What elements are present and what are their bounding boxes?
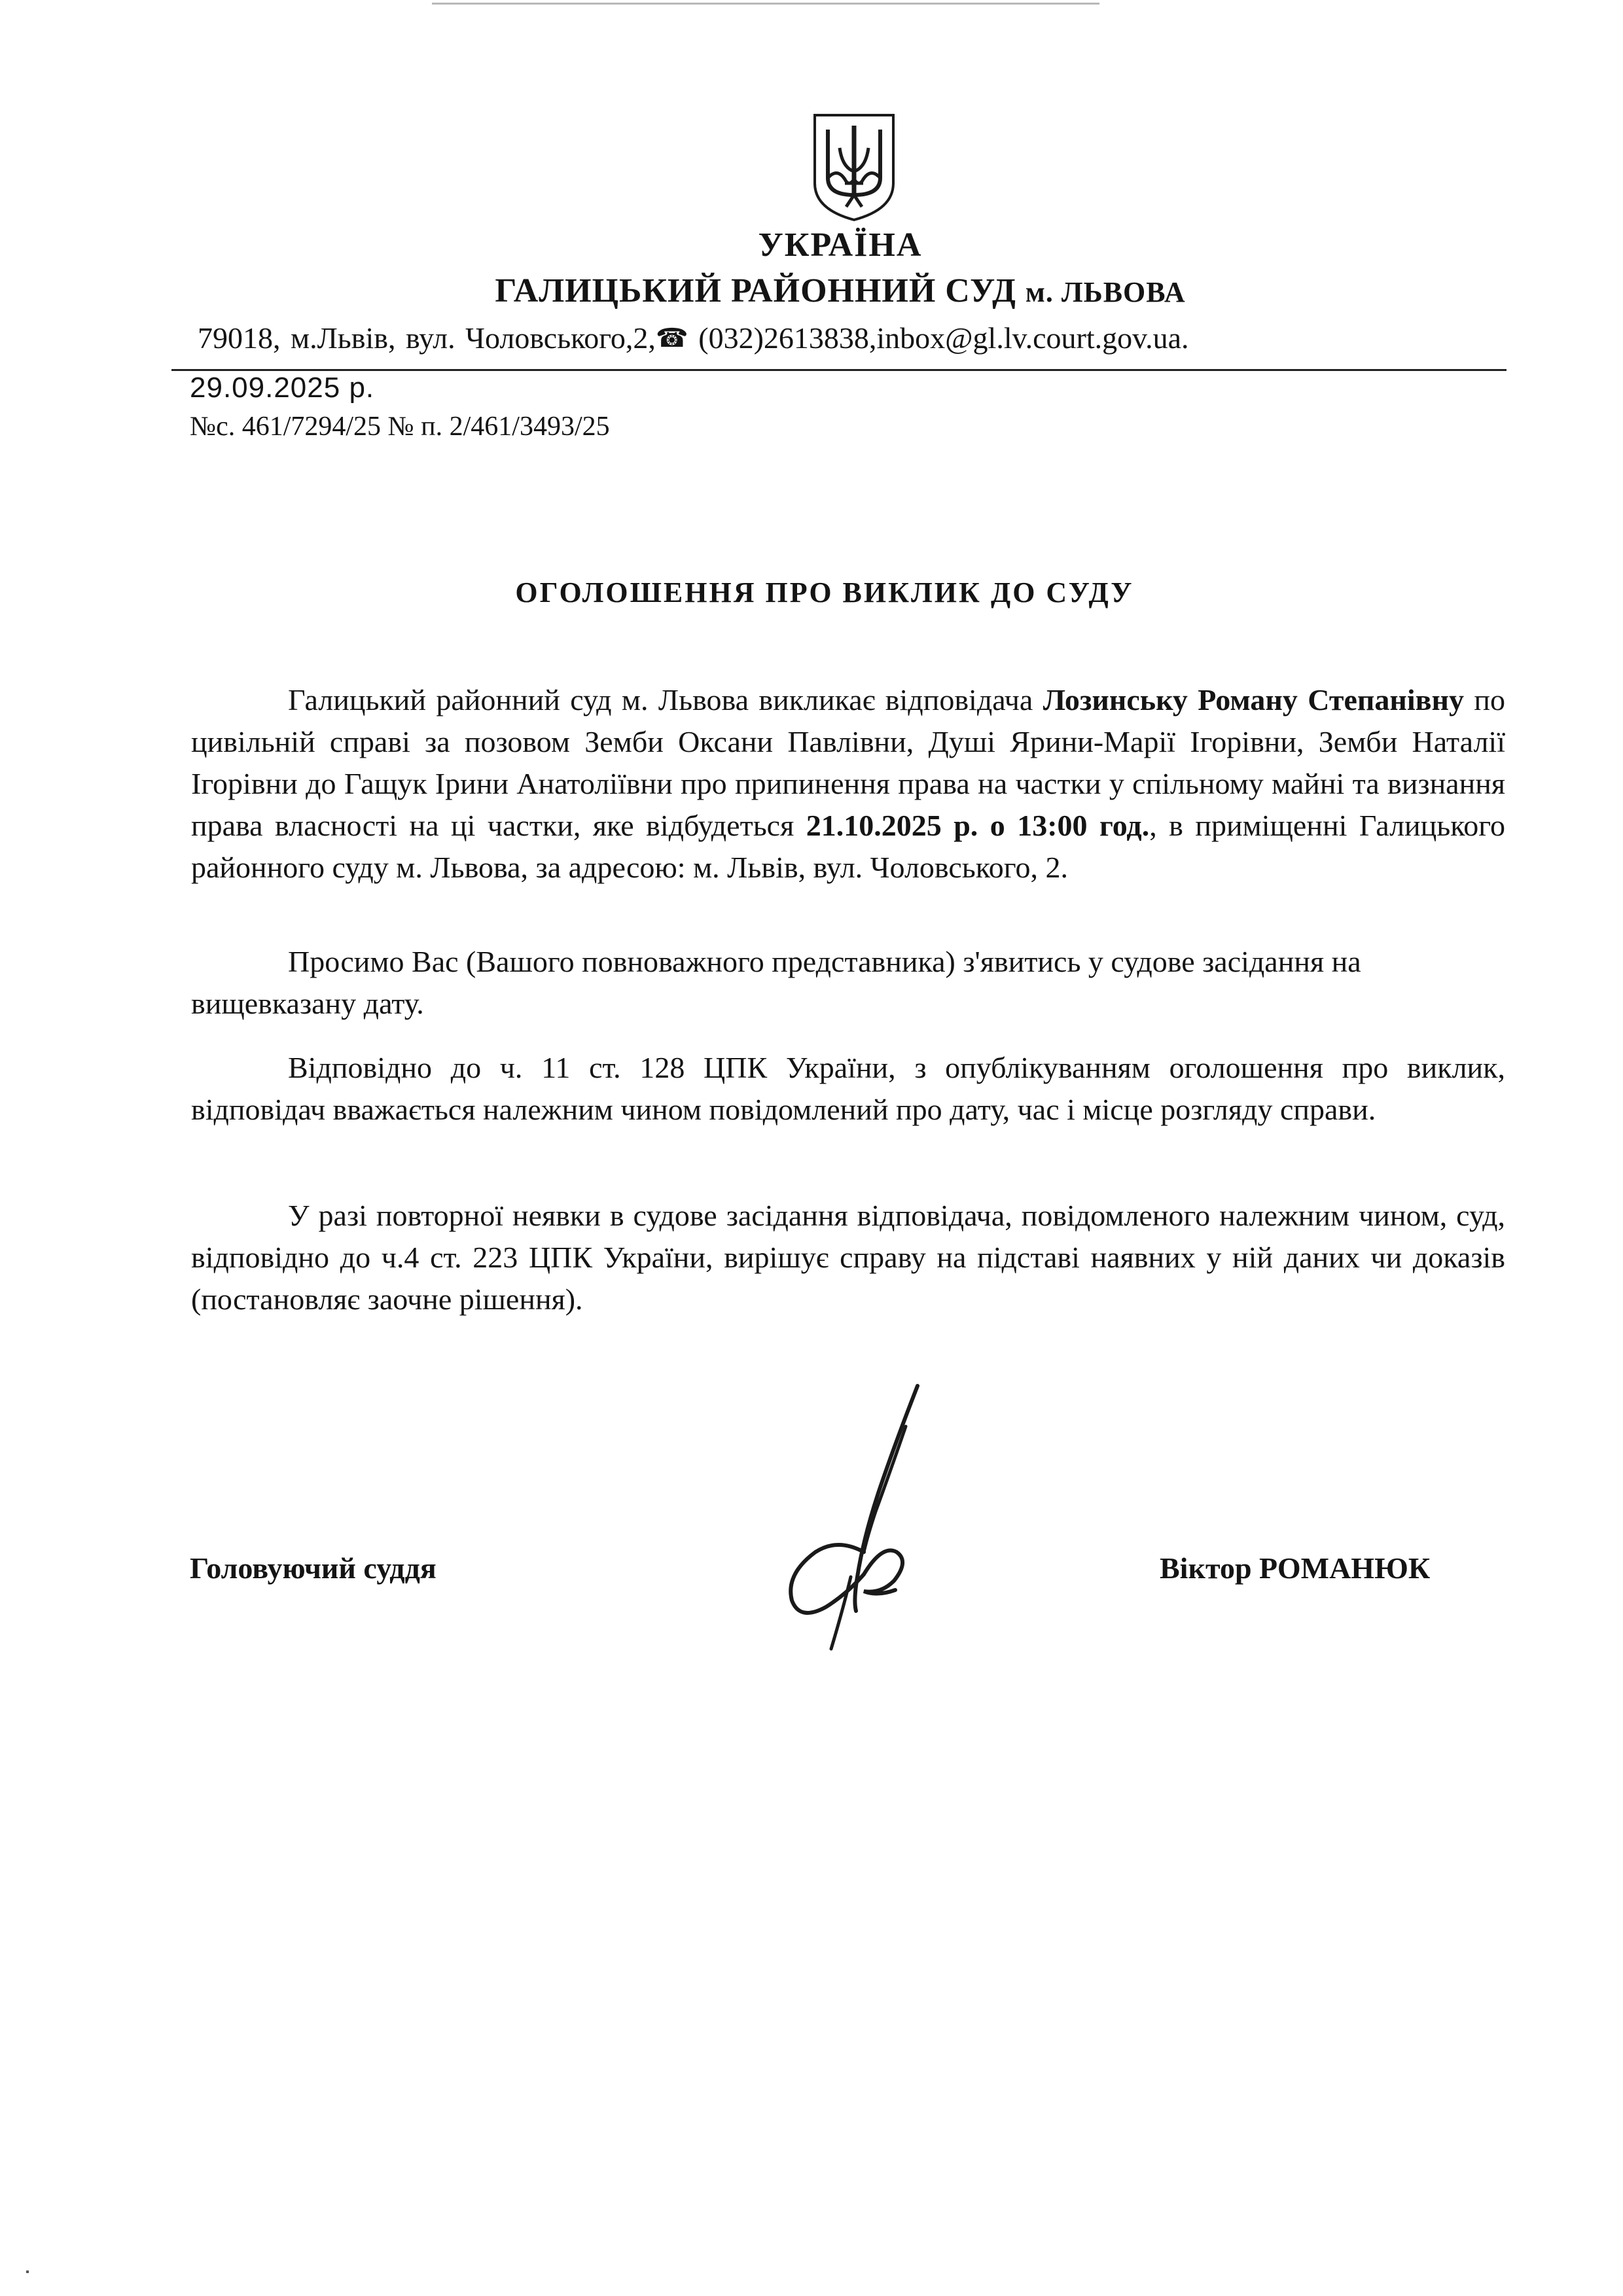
p1-text-c: , в приміщенні Галицького районного суду м. Львова, за адресою: м. Львів, вул. Чоловського, 2. xyxy=(191,809,1505,884)
judge-name: Віктор РОМАНЮК xyxy=(1160,1551,1431,1585)
p1-text-b: по цивільній справі за позовом Земби Оксани Павлівни, Душі Ярини-Марії Ігорівни, Земби Наталії Ігорівни до Гащук Ірини Анатоліївни про припинення права на частки у спільному майні та визнання права власності на ці частки, яке відбудеться xyxy=(191,683,1506,842)
document-date: 29.09.2025 р. xyxy=(190,372,375,404)
court-email: ,inbox@gl.lv.court.gov.ua. xyxy=(868,321,1189,355)
handwritten-signature xyxy=(766,1381,936,1655)
trident-emblem xyxy=(808,111,900,222)
case-numbers: №с. 461/7294/25 № п. 2/461/3493/25 xyxy=(190,412,610,442)
telephone-icon: ☎ xyxy=(655,323,688,353)
court-contacts xyxy=(198,321,1189,355)
country-heading: УКРАЇНА xyxy=(758,226,923,264)
court-name xyxy=(0,272,1623,310)
scan-edge-line xyxy=(432,3,1099,5)
defendant-name: Лозинську Роману Степанівну xyxy=(1043,683,1465,716)
paragraph-default-judgment: У разі повторної неявки в судове засідання відповідача, повідомленого належним чином, суд, відповідно до ч.4 ст. 223 ЦПК України, вирішує справу на підставі наявних у ній даних чи доказів (постановляє заочне рішення). xyxy=(191,1199,1505,1316)
p1-text-a: Галицький районний суд м. Львова викликає відповідача xyxy=(288,683,1043,716)
court-city: м. ЛЬВОВА xyxy=(1025,276,1186,308)
document-title: ОГОЛОШЕННЯ ПРО ВИКЛИК ДО СУДУ xyxy=(515,576,1134,609)
paragraph-notice: Відповідно до ч. 11 ст. 128 ЦПК України, з опублікуванням оголошення про виклик, відповідач вважається належним чином повідомлений про дату, час і місце розгляду справи. xyxy=(191,1051,1505,1126)
scan-artifact xyxy=(26,2270,29,2273)
paragraph-request: Просимо Вас (Вашого повноважного представника) з'явитись у судове засідання на вищевказану дату. xyxy=(191,945,1361,1020)
court-name-main: ГАЛИЦЬКИЙ РАЙОННИЙ СУД xyxy=(495,272,1016,309)
court-phone: (032)2613838 xyxy=(698,321,869,355)
court-address: 79018, м.Львів, вул. Чоловського,2, xyxy=(198,321,656,355)
hearing-datetime: 21.10.2025 р. о 13:00 год. xyxy=(806,809,1150,842)
signatory-role: Головуючий суддя xyxy=(190,1551,437,1585)
paragraph-summons xyxy=(191,679,1505,889)
header-divider xyxy=(171,369,1507,371)
